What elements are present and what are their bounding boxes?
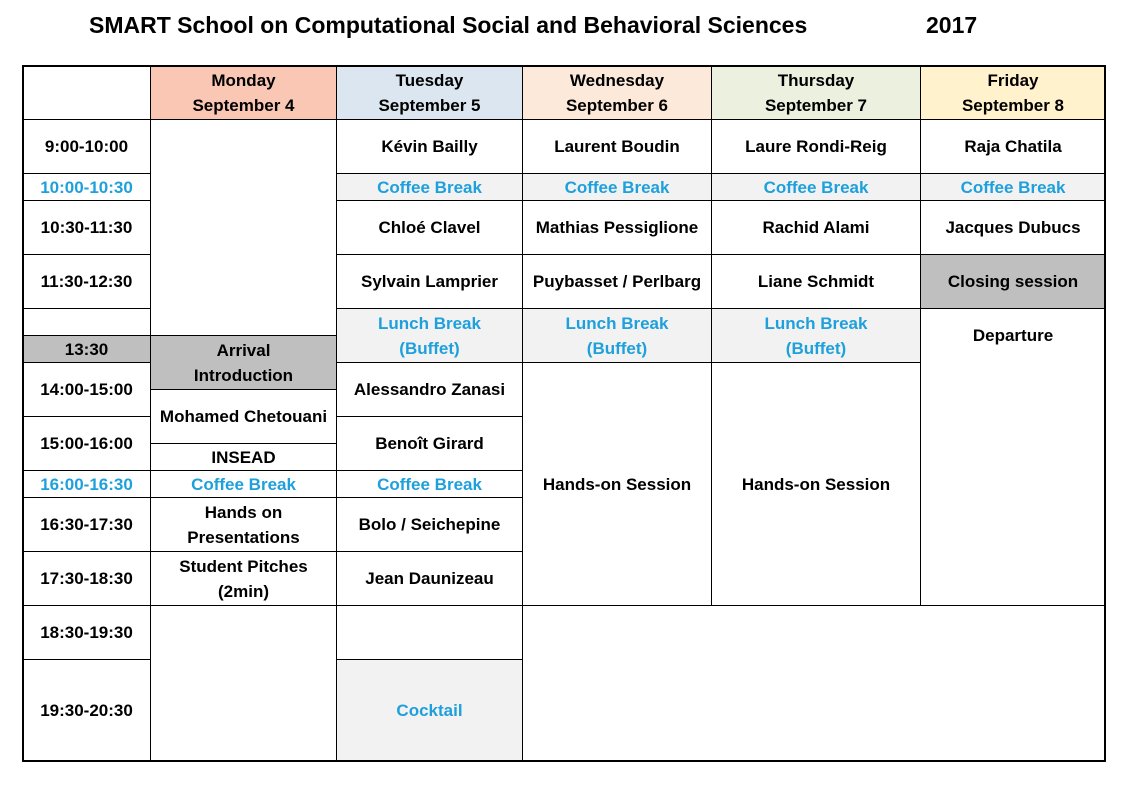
session-line: Student Pitches	[179, 556, 308, 576]
time-slot: 10:30-11:30	[22, 200, 151, 255]
time-slot: 11:30-12:30	[22, 254, 151, 309]
session-line: Arrival	[216, 340, 271, 360]
tuesday-coffee-break: Coffee Break	[336, 173, 523, 201]
time-slot: 16:30-17:30	[22, 497, 151, 552]
tuesday-lunch-break	[336, 308, 523, 363]
session-line: Introduction	[193, 365, 294, 385]
time-slot: 9:00-10:00	[22, 119, 151, 174]
friday-departure: Departure	[920, 308, 1106, 606]
tuesday-session-1730: Jean Daunizeau	[336, 551, 523, 606]
tuesday-cocktail: Cocktail	[336, 659, 523, 762]
wednesday-session-1130: Puybasset / Perlbarg	[522, 254, 712, 309]
tuesday-session-1400: Alessandro Zanasi	[336, 362, 523, 417]
wednesday-hands-on-session: Hands-on Session	[522, 362, 712, 606]
time-slot: 14:00-15:00	[22, 362, 151, 417]
friday-closing-session: Closing session	[920, 254, 1106, 309]
day-header-friday	[920, 65, 1106, 120]
day-date: September 4	[192, 95, 295, 115]
monday-empty-evening	[150, 605, 337, 762]
thursday-session-1130: Liane Schmidt	[711, 254, 921, 309]
day-date: September 6	[565, 95, 669, 115]
tuesday-session-1630: Bolo / Seichepine	[336, 497, 523, 552]
lunch-line: (Buffet)	[785, 338, 847, 358]
monday-arrival-introduction	[150, 335, 337, 390]
tuesday-session-1030: Chloé Clavel	[336, 200, 523, 255]
day-date: September 5	[378, 95, 481, 115]
thursday-lunch-break	[711, 308, 921, 363]
lunch-line: (Buffet)	[586, 338, 648, 358]
day-name: Thursday	[777, 70, 855, 90]
tuesday-coffee-break-afternoon: Coffee Break	[336, 470, 523, 498]
corner-cell	[22, 65, 151, 120]
lunch-line: (Buffet)	[399, 338, 460, 358]
day-date: September 8	[961, 95, 1065, 115]
session-line: (2min)	[218, 581, 269, 601]
time-slot: 15:00-16:00	[22, 416, 151, 471]
time-slot: 13:30	[22, 335, 151, 363]
tuesday-empty-1830	[336, 605, 523, 660]
monday-empty-morning	[150, 119, 337, 336]
lunch-line: Lunch Break	[565, 313, 669, 333]
lunch-line: Lunch Break	[378, 313, 481, 333]
time-slot: 19:30-20:30	[22, 659, 151, 762]
day-date: September 7	[764, 95, 868, 115]
thursday-session-0900: Laure Rondi-Reig	[711, 119, 921, 174]
monday-student-pitches	[150, 551, 337, 606]
day-name: Tuesday	[395, 70, 464, 90]
friday-session-1030: Jacques Dubucs	[920, 200, 1106, 255]
wednesday-session-0900: Laurent Boudin	[522, 119, 712, 174]
monday-session-chetouani: Mohamed Chetouani	[150, 389, 337, 444]
friday-coffee-break: Coffee Break	[920, 173, 1106, 201]
session-line: Hands on	[204, 502, 283, 522]
thursday-coffee-break: Coffee Break	[711, 173, 921, 201]
tuesday-session-0900: Kévin Bailly	[336, 119, 523, 174]
monday-hands-on-presentations	[150, 497, 337, 552]
thursday-hands-on-session: Hands-on Session	[711, 362, 921, 606]
thursday-session-1030: Rachid Alami	[711, 200, 921, 255]
session-line: Presentations	[187, 527, 300, 547]
day-header-thursday	[711, 65, 921, 120]
friday-session-0900: Raja Chatila	[920, 119, 1106, 174]
tuesday-session-1130: Sylvain Lamprier	[336, 254, 523, 309]
day-name: Monday	[211, 70, 276, 90]
wednesday-session-1030: Mathias Pessiglione	[522, 200, 712, 255]
time-slot: 17:30-18:30	[22, 551, 151, 606]
day-header-tuesday	[336, 65, 523, 120]
tuesday-session-1500: Benoît Girard	[336, 416, 523, 471]
time-slot: 10:00-10:30	[22, 173, 151, 201]
wednesday-lunch-break	[522, 308, 712, 363]
monday-session-insead: INSEAD	[150, 443, 337, 471]
time-slot: 16:00-16:30	[22, 470, 151, 498]
day-header-wednesday	[522, 65, 712, 120]
time-slot: 18:30-19:30	[22, 605, 151, 660]
day-name: Wednesday	[569, 70, 665, 90]
page-year: 2017	[926, 12, 978, 38]
page-title: SMART School on Computational Social and Behavioral Sciences	[89, 12, 808, 38]
time-slot-empty	[22, 308, 151, 336]
wednesday-coffee-break: Coffee Break	[522, 173, 712, 201]
day-header-monday	[150, 65, 337, 120]
lunch-line: Lunch Break	[764, 313, 868, 333]
monday-coffee-break: Coffee Break	[150, 470, 337, 498]
day-name: Friday	[987, 70, 1039, 90]
